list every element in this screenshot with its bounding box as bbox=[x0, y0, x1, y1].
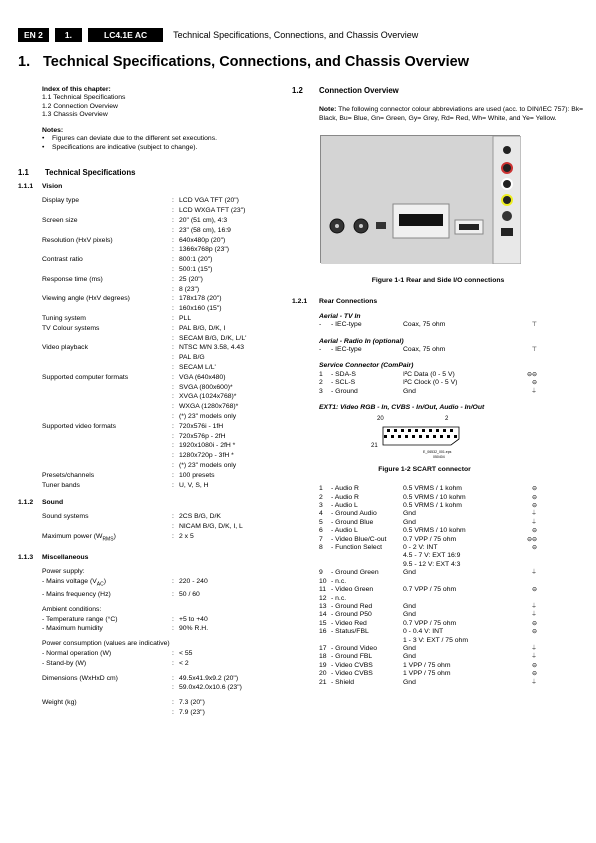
spec-row: Presets/channels : 100 presets bbox=[42, 471, 215, 479]
signal-direction-icon: ⊖ bbox=[531, 503, 537, 510]
signal-direction-icon bbox=[513, 595, 537, 603]
signal-direction-icon: ⏚ bbox=[530, 519, 537, 526]
spec-row: Tuner bands : U, V, S, H bbox=[42, 481, 209, 489]
signal-direction-icon: ⊖ bbox=[531, 671, 537, 678]
scart-plug-icon bbox=[381, 425, 461, 447]
connector-row: 1 - SDA-S I²C Data (0 - 5 V) ⊖⊖ bbox=[319, 370, 537, 378]
spec-row: : PAL B/G bbox=[172, 354, 205, 362]
signal-direction-icon: ⊖ bbox=[531, 629, 537, 636]
scart-pin bbox=[401, 429, 404, 432]
scart-pin bbox=[422, 429, 425, 432]
spec-row: : WXGA (1280x768)* bbox=[172, 403, 239, 411]
spec-row: TV Colour systems : PAL B/G, D/K, I bbox=[42, 324, 226, 332]
service-connector-table bbox=[319, 371, 584, 396]
spec-row: Maximum power $(W_{RMS})$ : 2 x 5 bbox=[42, 532, 194, 543]
left-column bbox=[18, 86, 283, 718]
spec-row: : 1366x768p (23") bbox=[172, 246, 230, 254]
spec-row: : XVGA (1024x768)* bbox=[172, 393, 237, 401]
scart-pin-row: 4.5 - 7 V: EXT 16:9 bbox=[319, 552, 584, 560]
signal-direction-icon: ⊖ bbox=[531, 380, 537, 387]
subsection-1-1-1: 1.1.1 Vision bbox=[18, 183, 63, 191]
signal-direction-icon bbox=[513, 637, 537, 645]
scart-figure-id: E_06532_001.eps bbox=[423, 450, 452, 455]
notes-heading: Notes: bbox=[42, 127, 64, 135]
scart-label-2: 2 bbox=[445, 416, 449, 423]
spec-row: : SECAM L/L' bbox=[172, 364, 216, 372]
spec-row: : (*) 23" models only bbox=[172, 413, 237, 421]
ambient-heading: Ambient conditions: bbox=[42, 605, 102, 613]
scart-pin-row: 7 - Video Blue/C-out 0.7 VPP / 75 ohm ⊖⊖ bbox=[319, 535, 537, 543]
scart-pin-row: 5 - Ground Blue Gnd ⏚ bbox=[319, 518, 537, 526]
spec-row: : SVGA (800x600)* bbox=[172, 383, 233, 391]
spec-row: Sound systems : 2CS B/G, D/K bbox=[42, 513, 221, 521]
spec-row: - Stand-by (W) : < 2 bbox=[42, 659, 189, 667]
signal-direction-icon: ⏚ bbox=[530, 570, 537, 577]
scart-pin-row: 13 - Ground Red Gnd ⏚ bbox=[319, 602, 537, 610]
spec-row: : LCD WXGA TFT (23") bbox=[172, 207, 246, 215]
scart-pin bbox=[405, 435, 408, 438]
spec-row: Screen size : 20" (51 cm), 4:3 bbox=[42, 217, 228, 225]
service-connector-heading: Service Connector (ComPair) bbox=[319, 362, 414, 370]
signal-direction-icon: ⊖ bbox=[531, 545, 537, 552]
scart-pin bbox=[398, 435, 401, 438]
spec-row: Viewing angle (HxV degrees) : 178x178 (20") bbox=[42, 295, 222, 303]
scart-pin bbox=[412, 435, 415, 438]
signal-direction-icon bbox=[513, 578, 537, 586]
spec-row: : (*) 23" models only bbox=[172, 462, 237, 469]
signal-direction-icon bbox=[513, 561, 537, 569]
header-box-model: LC4.1E AC bbox=[88, 28, 163, 42]
scart-pin bbox=[443, 429, 446, 432]
scart-pin bbox=[429, 429, 432, 432]
signal-direction-icon: ⊖⊖ bbox=[526, 536, 537, 543]
spec-row: - Normal operation (W) : < 55 bbox=[42, 650, 193, 658]
scart-pin-row: 9.5 - 12 V: EXT 4:3 bbox=[319, 561, 584, 569]
signal-direction-icon: ⊖ bbox=[531, 528, 537, 535]
chapter-number: 1. bbox=[18, 54, 31, 70]
signal-direction-icon: ⏚ bbox=[530, 645, 537, 652]
scart-pin bbox=[391, 435, 394, 438]
scart-pin-row: 16 - Status/FBL 0 - 0.4 V: INT ⊖ bbox=[319, 628, 537, 636]
scart-pin bbox=[426, 435, 429, 438]
connector-row: 3 - Ground Gnd ⏚ bbox=[319, 387, 537, 395]
coax-icon: ⊤ bbox=[531, 322, 537, 329]
index-heading: Index of this chapter: bbox=[42, 86, 111, 93]
signal-direction-icon: ⏚ bbox=[530, 654, 537, 661]
rear-panel-illustration bbox=[321, 136, 521, 264]
chapter-index bbox=[42, 86, 283, 152]
aerial-tv-heading: Aerial - TV In bbox=[319, 313, 361, 320]
chapter-title bbox=[18, 54, 469, 70]
scart-pin-row: 1 - 3 V: EXT / 75 ohm bbox=[319, 637, 584, 645]
scart-pin-row: 21 - Shield Gnd ⏚ bbox=[319, 678, 537, 686]
signal-direction-icon: ⏚ bbox=[530, 603, 537, 610]
scart-pin bbox=[419, 435, 422, 438]
signal-direction-icon bbox=[513, 552, 537, 560]
figure-1-1-caption: Figure 1-1 Rear and Side I/O connections bbox=[371, 277, 505, 284]
spec-row: - Mains voltage $(V_{AC})$ : 220 - 240 bbox=[42, 577, 208, 588]
misc-spec-list bbox=[42, 567, 283, 718]
scart-pin-row: 2 - Audio R 0.5 VRMS / 10 kohm ⊖ bbox=[319, 493, 537, 501]
scart-pin bbox=[454, 435, 457, 438]
vision-spec-list bbox=[42, 196, 283, 490]
scart-pin-row: 12 - n.c. bbox=[319, 595, 584, 603]
signal-direction-icon: ⏚ bbox=[530, 612, 537, 619]
signal-direction-icon: ⊖⊖ bbox=[526, 371, 537, 378]
scart-pin bbox=[415, 429, 418, 432]
spec-row: Video playback : NTSC M/N 3.58, 4.43 bbox=[42, 344, 244, 352]
spec-row: Supported video formats : 720x576i - 1fH bbox=[42, 422, 224, 430]
subsection-1-2-1: 1.2.1 Rear Connections bbox=[292, 298, 378, 305]
scart-pin-row: 10 - n.c. bbox=[319, 578, 584, 586]
scart-pin bbox=[447, 435, 450, 438]
page-header bbox=[18, 28, 418, 42]
coax-icon: ⊤ bbox=[531, 347, 537, 353]
connector-row: - - IEC-type Coax, 75 ohm ⊤ bbox=[319, 321, 537, 329]
spec-row: : 59.0x42.0x10.6 (23") bbox=[172, 684, 242, 692]
scart-connector-diagram bbox=[371, 416, 497, 476]
connector-row: - - IEC-type Coax, 75 ohm ⊤ bbox=[319, 346, 537, 353]
scart-pin bbox=[440, 435, 443, 438]
subsection-1-1-2: 1.1.2 Sound bbox=[18, 499, 64, 507]
ext1-heading: EXT1: Video RGB - In, CVBS - In/Out, Audio - In/Out bbox=[319, 403, 485, 411]
scart-pin-row: 4 - Ground Audio Gnd ⏚ bbox=[319, 510, 537, 518]
aerial-radio-heading: Aerial - Radio In (optional) bbox=[319, 337, 404, 345]
scart-pin-row: 19 - Video CVBS 1 VPP / 75 ohm ⊖ bbox=[319, 661, 537, 669]
spec-row: - Maximum humidity : 90% R.H. bbox=[42, 625, 209, 633]
scart-pin bbox=[450, 429, 453, 432]
scart-pin-row: 1 - Audio R 0.5 VRMS / 1 kohm ⊖ bbox=[319, 485, 537, 493]
spec-row: Dimensions (WxHxD cm) : 49.5x41.9x9.2 (20") bbox=[42, 674, 239, 682]
spec-row: - Temperature range (°C) : +5 to +40 bbox=[42, 615, 208, 623]
spec-row: : 7.9 (23") bbox=[172, 709, 205, 717]
signal-direction-icon: ⏚ bbox=[530, 388, 537, 395]
scart-pin bbox=[408, 429, 411, 432]
scart-pin-row: 8 - Function Select 0 - 2 V: INT ⊖ bbox=[319, 544, 537, 552]
header-title: Technical Specifications, Connections, and Chassis Overview bbox=[173, 30, 419, 40]
spec-row: Weight (kg) : 7.3 (20") bbox=[42, 699, 205, 707]
signal-direction-icon: ⏚ bbox=[530, 679, 537, 686]
spec-row: : 160x160 (15") bbox=[172, 305, 222, 313]
scart-label-20: 20 bbox=[377, 416, 384, 423]
signal-direction-icon: ⊖ bbox=[531, 486, 537, 493]
spec-row: : 8 (23") bbox=[172, 285, 200, 293]
scart-pin bbox=[394, 429, 397, 432]
spec-row: Response time (ms) : 25 (20") bbox=[42, 275, 203, 283]
spec-row: - Mains frequency (Hz) : 50 / 60 bbox=[42, 591, 200, 599]
spec-row: : 500:1 (15") bbox=[172, 266, 213, 274]
note-item: • Specifications are indicative (subject to change). bbox=[42, 143, 198, 151]
power-consumption-heading: Power consumption (values are indicative) bbox=[42, 640, 170, 648]
rear-side-io-photo bbox=[320, 135, 520, 263]
section-1-2: 1.2 Connection Overview bbox=[292, 86, 399, 95]
scart-pin bbox=[436, 429, 439, 432]
signal-direction-icon: ⊖ bbox=[531, 494, 537, 501]
spec-row: : NICAM B/G, D/K, I, L bbox=[172, 523, 243, 531]
scart-pin-table bbox=[319, 485, 584, 687]
chapter-title-text: Technical Specifications, Connections, and Chassis Overview bbox=[43, 54, 470, 70]
spec-row: : 23" (58 cm), 16:9 bbox=[172, 226, 231, 234]
right-column bbox=[292, 86, 584, 687]
note-item: • Figures can deviate due to the different set executions. bbox=[42, 135, 217, 143]
scart-pin bbox=[433, 435, 436, 438]
sound-spec-list bbox=[42, 512, 283, 545]
scart-pin-row: 17 - Ground Video Gnd ⏚ bbox=[319, 644, 537, 652]
power-supply-heading: Power supply: bbox=[42, 568, 85, 576]
spec-row: : 720x576p - 2fH bbox=[172, 432, 226, 440]
scart-pin-row: 14 - Ground P50 Gnd ⏚ bbox=[319, 611, 537, 619]
rear-connections-list bbox=[319, 313, 584, 687]
signal-direction-icon: ⊖ bbox=[531, 587, 537, 594]
spec-row: : 1280x720p - 3fH * bbox=[172, 452, 234, 460]
scart-pin-row: 9 - Ground Green Gnd ⏚ bbox=[319, 569, 537, 577]
spec-row: Tuning system : PLL bbox=[42, 315, 192, 323]
scart-pin-row: 6 - Audio L 0.5 VRMS / 10 kohm ⊖ bbox=[319, 527, 537, 535]
index-item[interactable]: 1.2 Connection Overview bbox=[42, 102, 118, 110]
scart-pin-row: 20 - Video CVBS 1 VPP / 75 ohm ⊖ bbox=[319, 670, 537, 678]
scart-figure-date: 050404 bbox=[433, 455, 445, 460]
header-box-chapter: 1. bbox=[55, 28, 82, 42]
scart-pin-row: 18 - Ground FBL Gnd ⏚ bbox=[319, 653, 537, 661]
signal-direction-icon: ⊖ bbox=[531, 620, 537, 627]
scart-pin bbox=[387, 429, 390, 432]
spec-row: : SECAM B/G, D/K, L/L' bbox=[172, 334, 247, 342]
signal-direction-icon: ⏚ bbox=[530, 511, 537, 518]
spec-row: Contrast ratio : 800:1 (20") bbox=[42, 256, 213, 264]
subsection-1-1-3: 1.1.3 Miscellaneous bbox=[18, 554, 89, 562]
scart-pin bbox=[384, 435, 387, 438]
header-box-page: EN 2 bbox=[18, 28, 49, 42]
index-item[interactable]: 1.1 Technical Specifications bbox=[42, 94, 126, 102]
scart-pin-row: 11 - Video Green 0.7 VPP / 75 ohm ⊖ bbox=[319, 586, 537, 594]
spec-row: Supported computer formats : VGA (640x480) bbox=[42, 373, 226, 381]
figure-1-2-caption: Figure 1-2 SCART connector bbox=[378, 466, 471, 474]
scart-pin-row: 15 - Video Red 0.7 VPP / 75 ohm ⊖ bbox=[319, 619, 537, 627]
scart-pin-row: 3 - Audio L 0.5 VRMS / 1 kohm ⊖ bbox=[319, 502, 537, 510]
section-1-1: 1.1 Technical Specifications bbox=[18, 168, 136, 178]
spec-row: : 1920x1080i - 2fH * bbox=[172, 442, 236, 450]
spec-row: Display type : LCD VGA TFT (20") bbox=[42, 197, 239, 205]
connector-row: 2 - SCL-S I²C Clock (0 - 5 V) ⊖ bbox=[319, 379, 537, 387]
spec-row: Resolution (HxV pixels) : 640x480p (20") bbox=[42, 236, 226, 244]
scart-label-21: 21 bbox=[371, 443, 378, 450]
index-item[interactable]: 1.3 Chassis Overview bbox=[42, 110, 108, 118]
connector-note: Note: The following connector colour abbreviations are used (acc. to DIN/IEC 757): Bk= Black, Bu= Blue, Gn= Green, Gy= Grey, Rd= Red, Wh= White, and Ye= Yellow. bbox=[319, 106, 584, 122]
signal-direction-icon: ⊖ bbox=[531, 662, 537, 669]
